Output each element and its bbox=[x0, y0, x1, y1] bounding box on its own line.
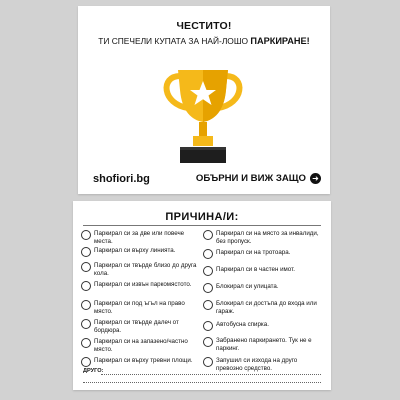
reason-item[interactable]: Запушил си изхода на друго превозно средство. bbox=[203, 356, 319, 375]
reason-item[interactable]: Паркирал си на тротоара. bbox=[203, 248, 319, 265]
other-input-line[interactable] bbox=[83, 382, 321, 383]
reason-item[interactable]: Паркирал си в частен имот. bbox=[203, 265, 319, 282]
reason-item[interactable]: Паркирал си извън паркомястото. bbox=[81, 280, 197, 299]
arrow-right-icon: ➜ bbox=[310, 173, 321, 184]
reasons-right-column bbox=[203, 229, 319, 375]
reason-item[interactable]: Паркирал си под ъгъл на правo място. bbox=[81, 299, 197, 318]
radio-icon[interactable] bbox=[203, 266, 213, 276]
reasons-title: ПРИЧИНА/И: bbox=[165, 211, 239, 223]
radio-icon[interactable] bbox=[81, 338, 91, 348]
reasons-left-column bbox=[81, 229, 197, 373]
site-name: shofiori.bg bbox=[93, 173, 150, 185]
radio-icon[interactable] bbox=[203, 283, 213, 293]
reason-item[interactable]: Паркирал си твърде далеч от бордюра. bbox=[81, 318, 197, 337]
other-input-line[interactable] bbox=[101, 374, 321, 375]
radio-icon[interactable] bbox=[203, 357, 213, 367]
reason-item[interactable]: Паркирал си твърде близо до друга кола. bbox=[81, 261, 197, 280]
trophy-icon bbox=[158, 64, 248, 168]
flip-cta[interactable] bbox=[196, 173, 321, 184]
radio-icon[interactable] bbox=[203, 249, 213, 259]
reason-item[interactable]: Паркирал си за две или повече места. bbox=[81, 229, 197, 246]
radio-icon[interactable] bbox=[81, 230, 91, 240]
reason-item[interactable]: Автобусна спирка. bbox=[203, 320, 319, 336]
radio-icon[interactable] bbox=[81, 357, 91, 367]
radio-icon[interactable] bbox=[203, 321, 213, 331]
cta-label: ОБЪРНИ И ВИЖ ЗАЩО bbox=[195, 173, 306, 184]
reason-item[interactable]: Блокирал си достъпа до входа или гараж. bbox=[203, 299, 319, 320]
headline: ЧЕСТИТО! bbox=[176, 20, 232, 32]
radio-icon[interactable] bbox=[81, 262, 91, 272]
subline-prefix: ТИ СПЕЧЕЛИ КУПАТА ЗА НАЙ-ЛОШО bbox=[98, 36, 251, 46]
front-card bbox=[78, 6, 330, 194]
radio-icon[interactable] bbox=[203, 230, 213, 240]
back-card bbox=[73, 201, 331, 390]
reason-item[interactable]: Паркирал си на запазено/частно място. bbox=[81, 337, 197, 356]
reason-item[interactable]: Блокирал си улицата. bbox=[203, 282, 319, 299]
reason-item[interactable]: Паркирал си върху линията. bbox=[81, 246, 197, 261]
divider bbox=[83, 225, 321, 226]
radio-icon[interactable] bbox=[81, 319, 91, 329]
radio-icon[interactable] bbox=[81, 247, 91, 257]
radio-icon[interactable] bbox=[203, 337, 213, 347]
reason-item[interactable]: Забранено паркирането. Тук не е паркинг. bbox=[203, 336, 319, 356]
other-label: ДРУГО: bbox=[83, 368, 104, 374]
subline-emphasis: ПАРКИРАНЕ! bbox=[250, 36, 310, 46]
radio-icon[interactable] bbox=[203, 300, 213, 310]
radio-icon[interactable] bbox=[81, 281, 91, 291]
radio-icon[interactable] bbox=[81, 300, 91, 310]
reason-item[interactable]: Паркирал си върху тревни площи. bbox=[81, 356, 197, 373]
subline bbox=[78, 36, 330, 46]
reason-item[interactable]: Паркирал си на място за инвалиди, без пропуск. bbox=[203, 229, 319, 248]
